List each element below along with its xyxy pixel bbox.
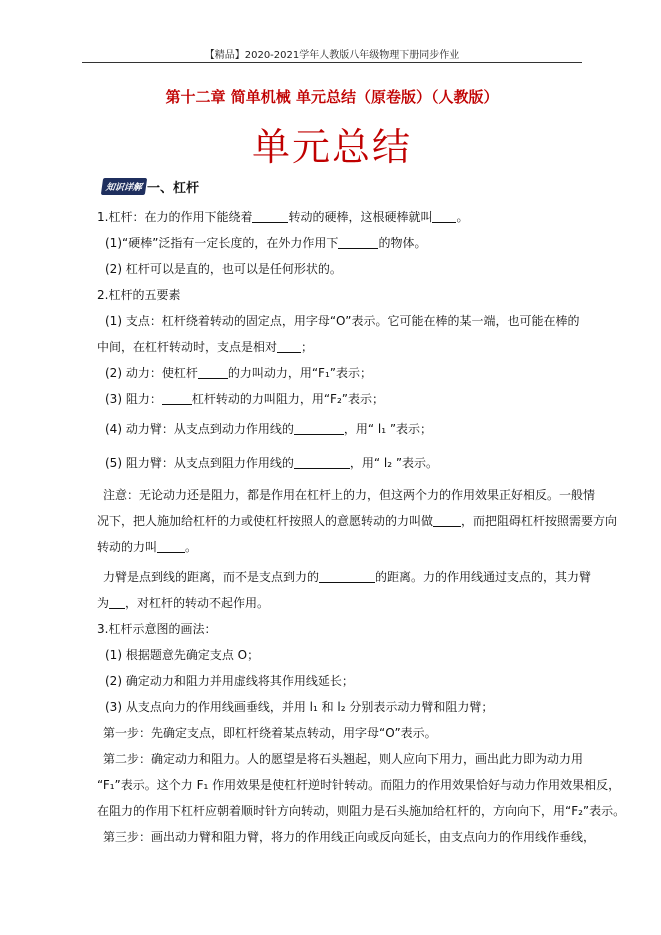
fill-blank <box>157 540 185 553</box>
fill-blank <box>109 596 125 609</box>
line-note-1: (1)“硬棒”泛指有一定长度的，在外力作用下 的物体。 <box>105 236 427 250</box>
fill-blank <box>433 514 461 527</box>
line-resistance-arm: (5) 阻力臂：从支点到阻力作用线的 ，用“ l₂ ”表示。 <box>105 456 439 470</box>
line-diagram-method: 3.杠杆示意图的画法： <box>97 622 217 636</box>
fill-blank <box>338 236 378 249</box>
fill-blank <box>252 210 288 223</box>
line-five-elements: 2.杠杆的五要素 <box>97 288 181 302</box>
line-fulcrum-cont: 中间，在杠杆转动时，支点是相对 ； <box>97 340 314 354</box>
line-third-step: 第三步：画出动力臂和阻力臂，将力的作用线正向或反向延长，由支点向力的作用线作垂线， <box>103 830 596 844</box>
fill-blank <box>162 392 192 405</box>
line-fulcrum: (1) 支点：杠杆绕着转动的固定点，用字母“O”表示。它可能在棒的某一端，也可能在棒的 <box>105 314 580 328</box>
line-first-step: 第一步：先确定支点，即杠杆绕着某点转动，用字母“O”表示。 <box>103 726 437 740</box>
line-resistance: (3) 阻力： 杠杆转动的力叫阻力，用“F₂”表示； <box>105 392 384 406</box>
line-second-step-cont: “F₁”表示。这个力 F₁ 作用效果是使杠杆逆时针转动。而阻力的作用效果恰好与动力作用效果相反， <box>97 778 621 792</box>
fill-blank <box>432 210 456 223</box>
line-effort-arm: (4) 动力臂：从支点到动力作用线的 ，用“ l₁ ”表示； <box>105 422 433 436</box>
fill-blank <box>319 570 375 583</box>
line-definition: 1.杠杆：在力的作用下能绕着 转动的硬棒，这根硬棒就叫 。 <box>97 210 469 224</box>
section-label: 一、杠杆 <box>147 180 200 196</box>
line-step-c: (3) 从支点向力的作用线画垂线，并用 l₁ 和 l₂ 分别表示动力臂和阻力臂； <box>105 700 494 714</box>
line-caution-end: 转动的力叫 。 <box>97 540 198 554</box>
line-second-step: 第二步：确定动力和阻力。人的愿望是将石头翘起，则人应向下用力，画出此力即为动力用 <box>103 752 584 766</box>
fill-blank <box>198 366 228 379</box>
header-divider <box>82 62 582 63</box>
document-body <box>97 204 626 850</box>
chapter-title: 第十二章 简单机械 单元总结（原卷版）（人教版） <box>165 88 499 106</box>
line-caution-cont: 况下，把人施加给杠杆的力或使杠杆按照人的意愿转动的力叫做 ，而把阻碍杠杆按照需要方向 <box>97 514 618 528</box>
line-caution: 注意：无论动力还是阻力，都是作用在杠杆上的力，但这两个力的作用效果正好相反。一般情 <box>103 488 596 502</box>
fill-blank <box>294 422 344 435</box>
fill-blank <box>277 340 301 353</box>
knowledge-badge: 知识详解 <box>101 178 147 195</box>
unit-summary-title: 单元总结 <box>251 125 412 169</box>
line-note-2: (2) 杠杆可以是直的，也可以是任何形状的。 <box>105 262 342 276</box>
fill-blank <box>294 456 350 469</box>
line-arm-note: 力臂是点到线的距离，而不是支点到力的 的距离。力的作用线通过支点的，其力臂 <box>103 570 592 584</box>
line-second-step-end: 在阻力的作用下杠杆应朝着顺时针方向转动，则阻力是石头施加给杠杆的，方向向下，用“F₂”表示。 <box>97 804 626 818</box>
line-step-b: (2) 确定动力和阻力并用虚线将其作用线延长； <box>105 674 354 688</box>
line-effort: (2) 动力：使杠杆 的力叫动力，用“F₁”表示； <box>105 366 372 380</box>
section-heading <box>102 176 199 196</box>
line-step-a: (1) 根据题意先确定支点 O； <box>105 648 260 662</box>
page-header: 【精品】2020-2021学年人教版八年级物理下册同步作业 <box>204 50 460 61</box>
line-arm-note-cont: 为 ，对杠杆的转动不起作用。 <box>97 596 270 610</box>
